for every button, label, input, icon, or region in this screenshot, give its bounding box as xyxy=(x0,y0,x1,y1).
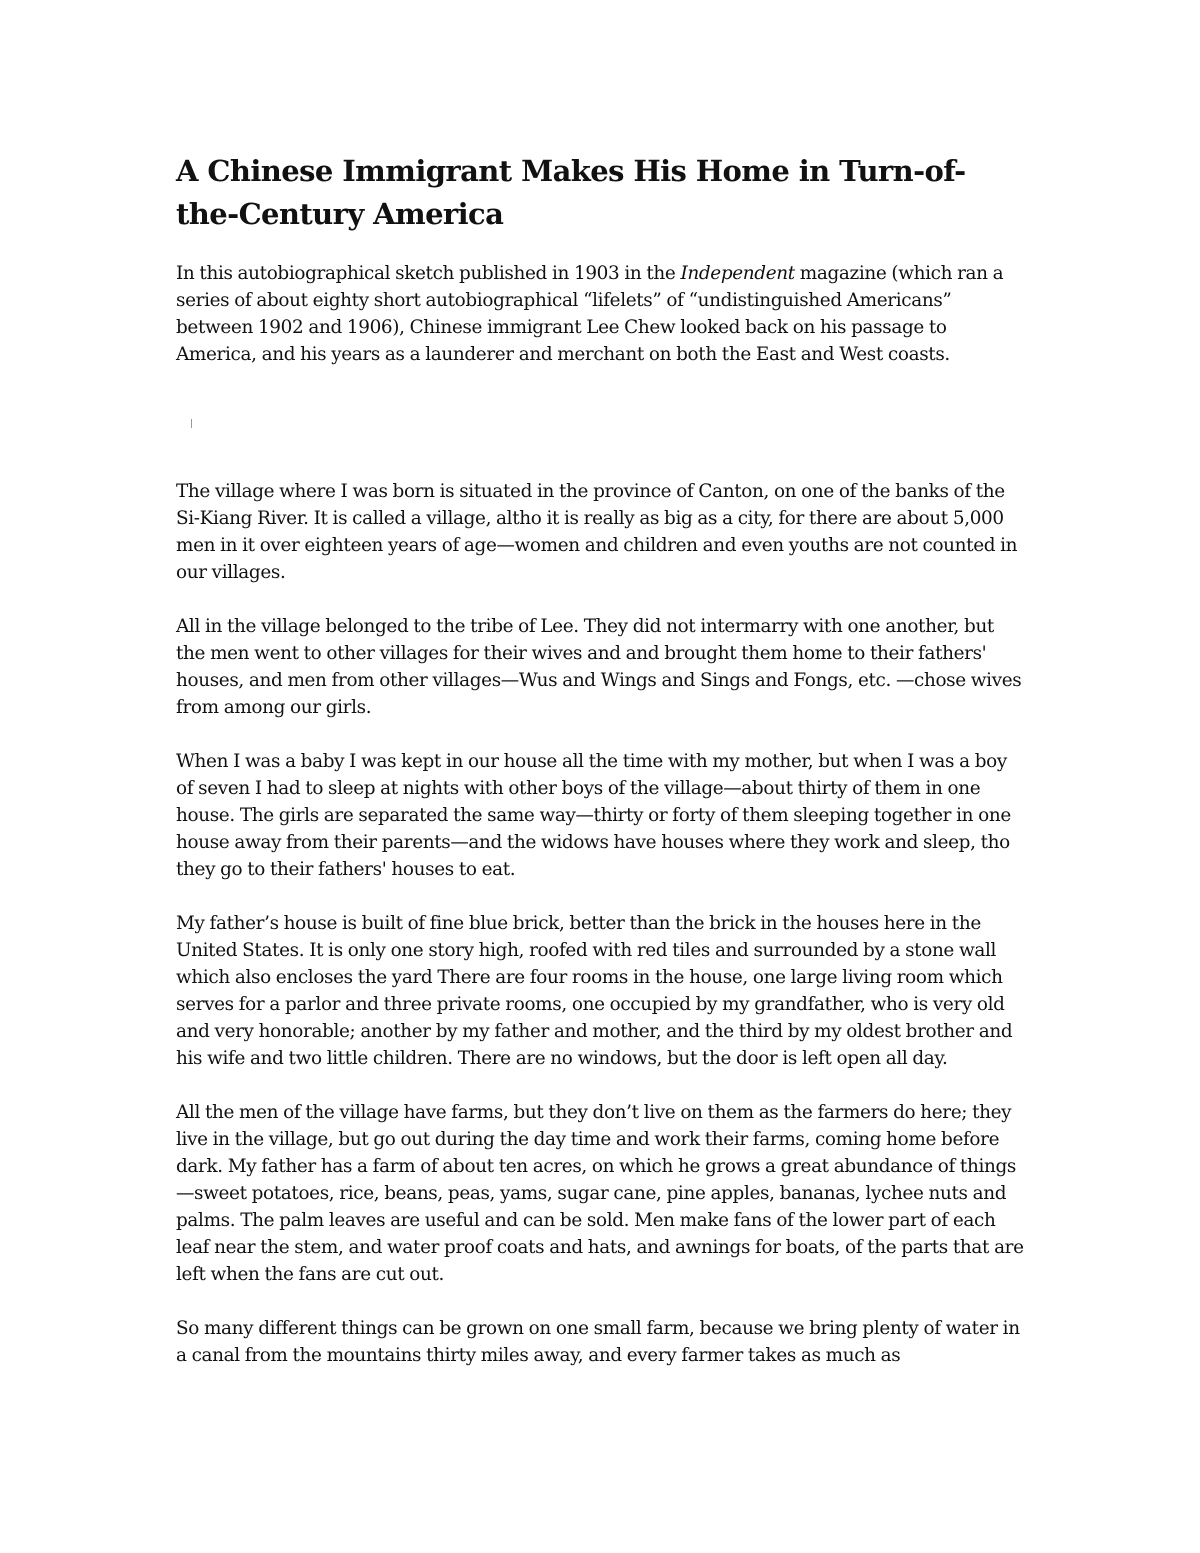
magazine-title: Independent xyxy=(680,263,795,284)
body-paragraph-6: So many different things can be grown on one small farm, because we bring plenty of water in a canal from the mountains thirty miles away, and every farmer takes as much as xyxy=(176,1318,1020,1366)
body-paragraph-1: The village where I was born is situated in the province of Canton, on one of the banks of the Si-Kiang River. It is called a village, altho it is really as big as a city, for there are about 5,000 men in it over eighteen years of age—women and children and even youths are not counted in our villages. xyxy=(176,481,1018,583)
body-text xyxy=(176,478,1026,1396)
body-paragraph-2: All in the village belonged to the tribe of Lee. They did not intermarry with one another, but the men went to other villages for their wives and and brought them home to their fathers' houses, and men from other villages—Wus and Wings and Sings and Fongs, etc. —chose wives from among our girls. xyxy=(176,616,1022,718)
body-paragraph-5: All the men of the village have farms, but they don’t live on them as the farmers do here; they live in the village, but go out during the day time and work their farms, coming home before dark. My father has a farm of about ten acres, on which he grows a great abundance of things—sweet potatoes, rice, beans, peas, yams, sugar cane, pine apples, bananas, lychee nuts and palms. The palm leaves are useful and can be sold. Men make fans of the lower part of each leaf near the stem, and water proof coats and hats, and awnings for boats, of the parts that are left when the fans are cut out. xyxy=(176,1102,1024,1285)
intro-paragraph xyxy=(176,260,1026,368)
body-paragraph-3: When I was a baby I was kept in our house all the time with my mother, but when I was a boy of seven I had to sleep at nights with other boys of the village—about thirty of them in one house. The girls are separated the same way—thirty or forty of them sleeping together in one house away from their parents—and the widows have houses where they work and sleep, tho they go to their fathers' houses to eat. xyxy=(176,751,1011,880)
document-title: A Chinese Immigrant Makes His Home in Turn-of-the-Century America xyxy=(176,154,966,231)
text-cursor-mark xyxy=(191,419,192,428)
intro-text-end: magazine (which ran a series of about eighty short autobiographical “lifelets” of “undistinguished Americans” between 1902 and 1906), Chinese immigrant Lee Chew looked back on his passage to America, and his years as a launderer and merchant on both the East and West coasts. xyxy=(176,263,1004,365)
intro-text-start: In this autobiographical sketch published in 1903 in the xyxy=(176,263,681,284)
body-paragraph-4: My father’s house is built of fine blue brick, better than the brick in the houses here in the United States. It is only one story high, roofed with red tiles and surrounded by a stone wall which also encloses the yard There are four rooms in the house, one large living room which serves for a parlor and three private rooms, one occupied by my grandfather, who is very old and very honorable; another by my father and mother, and the third by my oldest brother and his wife and two little children. There are no windows, but the door is left open all day. xyxy=(176,913,1013,1069)
document-page xyxy=(176,0,1032,1553)
